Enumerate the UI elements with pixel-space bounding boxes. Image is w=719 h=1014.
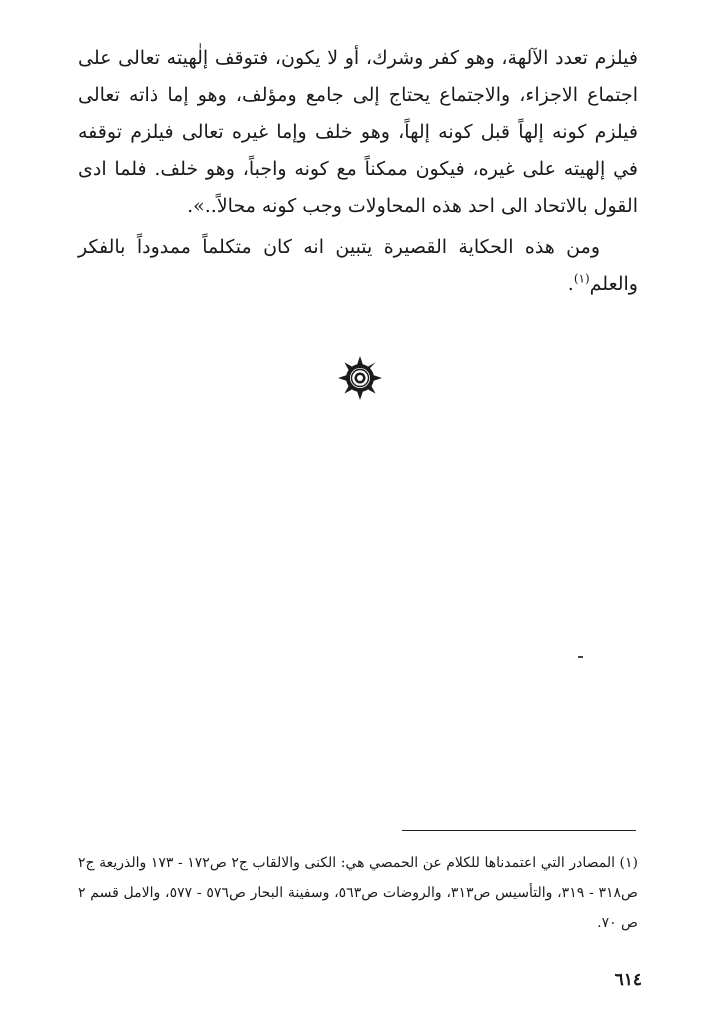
page-number: ٦١٤ (614, 970, 642, 990)
paragraph-1: فيلزم تعدد الآلهة، وهو كفر وشرك، أو لا يكون، فتوقف إلٰهيته تعالى على اجتماع الاجزاء، والاجتماع يحتاج إلى جامع ومؤلف، وهو إما ذاته تعالى فيلزم كونه إلهاً قبل كونه إلهاً، وهو خلف وإما غيره تعالى فيلزم توقفه في إلهيته على غيره، فيكون ممكناً مع كونه واجباً، وهو خلف. فلما ادى القول بالاتحاد الى احد هذه المحاولات وجب كونه محالاً..». (78, 47, 638, 217)
paragraph-2 (78, 229, 638, 303)
footnote-divider (402, 830, 636, 831)
eight-point-star-ornament-icon (338, 356, 382, 400)
paragraph-2-text: ومن هذه الحكاية القصيرة يتبين انه كان متكلماً ممدوداً بالفكر والعلم (78, 236, 638, 295)
footnote-reference: (١) (573, 271, 590, 286)
paragraph-2-end: . (567, 273, 574, 295)
stray-ink-mark (578, 656, 583, 658)
footnotes (78, 848, 638, 938)
footnote-1: (١) المصادر التي اعتمدناها للكلام عن الحمصي هي: الكنى والالقاب ج٢ ص١٧٢ - ١٧٣ والذريعة ج٢ ص٣١٨ - ٣١٩، والتأسيس ص٣١٣، والروضات ص٥٦٣، وسفينة البحار ص٥٧٦ - ٥٧٧، والامل قسم ٢ ص ٧٠. (78, 855, 638, 931)
main-text (78, 40, 638, 303)
